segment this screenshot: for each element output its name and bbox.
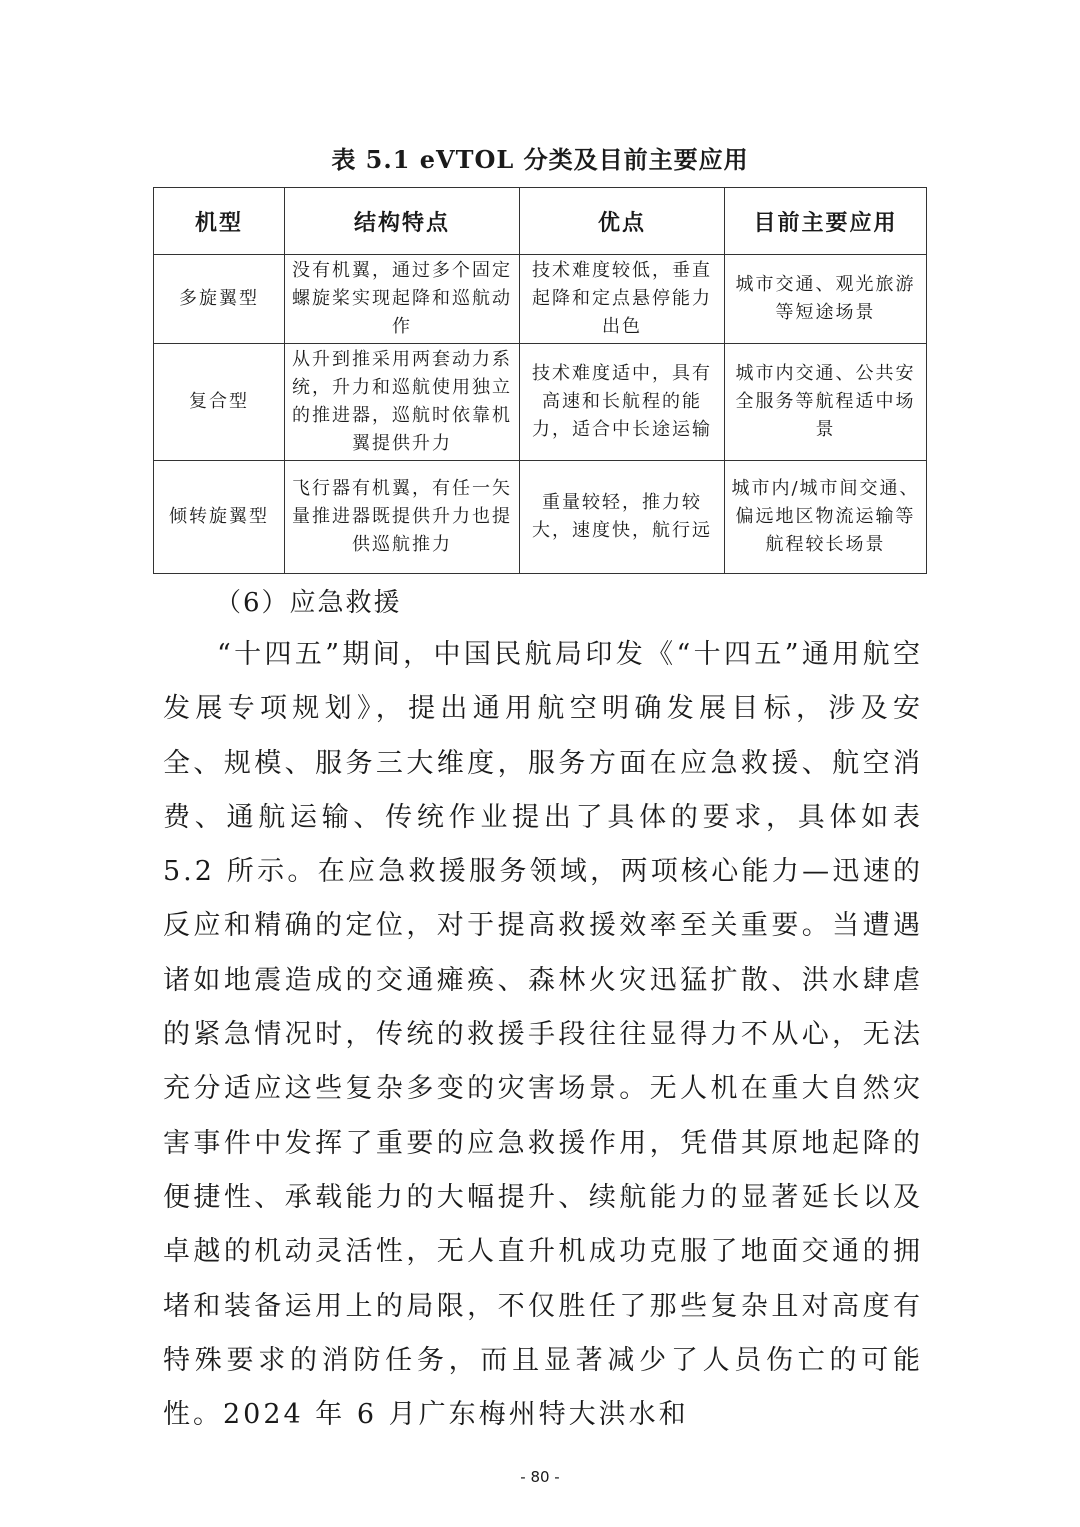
page-number: - 80 - [520, 1468, 560, 1486]
cell-applications: 城市交通、观光旅游等短途场景 [725, 255, 927, 344]
cell-structure: 从升到推采用两套动力系统，升力和巡航使用独立的推进器，巡航时依靠机翼提供升力 [285, 344, 520, 461]
cell-model-type: 复合型 [154, 344, 285, 461]
cell-model-type: 多旋翼型 [154, 255, 285, 344]
cell-structure: 没有机翼，通过多个固定螺旋桨实现起降和巡航动作 [285, 255, 520, 344]
table-row [154, 461, 927, 574]
cell-advantages: 重量较轻，推力较大，速度快，航行远 [520, 461, 725, 574]
cell-advantages: 技术难度较低，垂直起降和定点悬停能力出色 [520, 255, 725, 344]
evtol-classification-table [153, 187, 927, 574]
table-row [154, 344, 927, 461]
cell-applications: 城市内/城市间交通、偏远地区物流运输等航程较长场景 [725, 461, 927, 574]
header-advantages: 优点 [520, 188, 725, 255]
header-applications: 目前主要应用 [725, 188, 927, 255]
header-structure: 结构特点 [285, 188, 520, 255]
cell-model-type: 倾转旋翼型 [154, 461, 285, 574]
table-header-row [154, 188, 927, 255]
cell-applications: 城市内交通、公共安全服务等航程适中场景 [725, 344, 927, 461]
section-heading: （6）应急救援 [215, 588, 402, 618]
body-paragraph: “十四五”期间，中国民航局印发《“十四五”通用航空发展专项规划》，提出通用航空明确发展目标，涉及安全、规模、服务三大维度，服务方面在应急救援、航空消费、通航运输、传统作业提出了具体的要求，具体如表 5.2 所示。在应急救援服务领域，两项核心能力—迅速的反应和精确的定位，对于提高救援效率至关重要。当遭遇诸如地震造成的交通瘫痪、森林火灾迅猛扩散、洪水肆虐的紧急情况时，传统的救援手段往往显得力不从心，无法充分适应这些复杂多变的灾害场景。无人机在重大自然灾害事件中发挥了重要的应急救援作用，凭借其原地起降的便捷性、承载能力的大幅提升、续航能力的显著延长以及卓越的机动灵活性，无人直升机成功克服了地面交通的拥堵和装备运用上的局限，不仅胜任了那些复杂且对高度有特殊要求的消防任务，而且显著减少了人员伤亡的可能性。2024 年 6 月广东梅州特大洪水和 [163, 639, 923, 1431]
cell-advantages: 技术难度适中，具有高速和长航程的能力，适合中长途运输 [520, 344, 725, 461]
table-caption: 表 5.1 eVTOL 分类及目前主要应用 [331, 145, 749, 174]
table-row [154, 255, 927, 344]
header-model-type: 机型 [154, 188, 285, 255]
cell-structure: 飞行器有机翼，有任一矢量推进器既提供升力也提供巡航推力 [285, 461, 520, 574]
